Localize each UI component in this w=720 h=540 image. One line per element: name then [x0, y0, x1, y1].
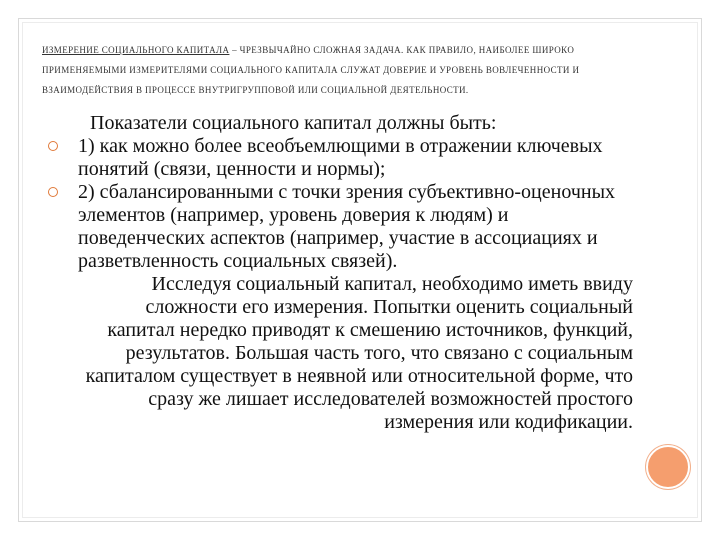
bullet-text: 2) сбалансированными с точки зрения субъективно-оценочных элементов (например, уровень доверия к людям) и поведенческих аспектов (например, участие в ассоциациях и разветвленность социальных связей). [78, 181, 616, 272]
bullet-item [58, 135, 633, 181]
bullet-item [58, 181, 633, 273]
circle-bullet-icon [48, 187, 58, 197]
closing-paragraph: Исследуя социальный капитал, необходимо иметь ввиду сложности его измерения. Попытки оценить социальный капитал нередко приводят к смешению источников, функций, результатов. Большая часть того, что связано с социальным капиталом существует в неявной или относительной форме, что сразу же лишает исследователей возможностей простого измерения или кодификации. [85, 273, 633, 433]
intro-paragraph [42, 40, 632, 100]
decorative-circle [646, 445, 690, 489]
circle-bullet-icon [48, 141, 58, 151]
intro-text: – ЧРЕЗВЫЧАЙНО СЛОЖНАЯ ЗАДАЧА. КАК ПРАВИЛО, НАИБОЛЕЕ ШИРОКО ПРИМЕНЯЕМЫМИ ИЗМЕРИТЕЛЯМИ СОЦИАЛЬНОГО КАПИТАЛА СЛУЖАТ ДОВЕРИЕ И УРОВЕНЬ ВОВЛЕЧЕННОСТИ И ВЗАИМОДЕЙСТВИЯ В ПРОЦЕССЕ ВНУТРИГРУППОВОЙ ИЛИ СОЦИАЛЬНОЙ ДЕЯТЕЛЬНОСТИ. [42, 45, 580, 95]
intro-lead: ИЗМЕРЕНИЕ СОЦИАЛЬНОГО КАПИТАЛА [42, 45, 230, 55]
main-content [58, 112, 633, 434]
indicators-heading: Показатели социального капитал должны быть: [90, 112, 497, 134]
bullet-text: 1) как можно более всеобъемлющими в отражении ключевых понятий (связи, ценности и нормы); [78, 135, 603, 180]
